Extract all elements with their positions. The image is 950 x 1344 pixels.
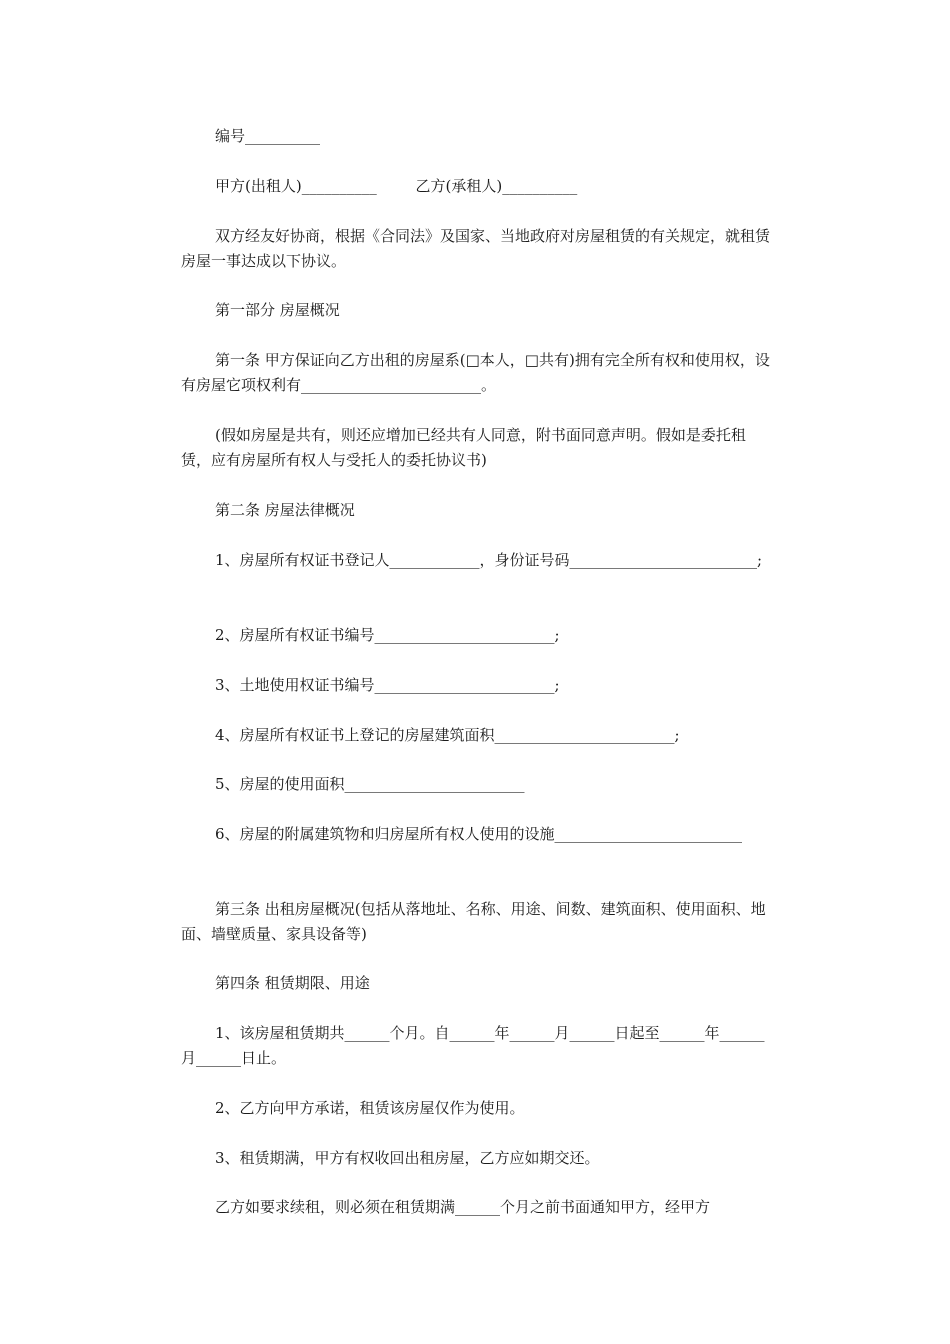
party-line xyxy=(215,174,577,199)
article1-note: (假如房屋是共有，则还应增加已经共有人同意，附书面同意声明。假如是委托租赁，应有房屋所有权人与受托人的委托协议书) xyxy=(181,426,746,469)
party-a-label: 甲方(出租人)__________ xyxy=(215,177,377,195)
intro-paragraph: 双方经友好协商，根据《合同法》及国家、当地政府对房屋租赁的有关规定，就租赁房屋一事达成以下协议。 xyxy=(181,227,771,270)
article4-item1: 1、该房屋租赁期共______个月。自______年______月______日起至______年______月______日止。 xyxy=(181,1024,765,1067)
article2-item6: 6、房屋的附属建筑物和归房屋所有权人使用的设施_________________________ xyxy=(215,825,743,843)
article3-paragraph: 第三条 出租房屋概况(包括从落地址、名称、用途、间数、建筑面积、使用面积、地面、墙壁质量、家具设备等) xyxy=(181,900,766,943)
article4-item2: 2、乙方向甲方承诺，租赁该房屋仅作为使用。 xyxy=(215,1099,525,1117)
article2-item2: 2、房屋所有权证书编号________________________; xyxy=(215,626,560,644)
article2-item4: 4、房屋所有权证书上登记的房屋建筑面积________________________; xyxy=(215,726,680,744)
article2-item1: 1、房屋所有权证书登记人____________，身份证号码_________________________; xyxy=(215,551,763,569)
article4-item3: 3、租赁期满，甲方有权收回出租房屋，乙方应如期交还。 xyxy=(215,1149,600,1167)
article2-item3: 3、土地使用权证书编号________________________; xyxy=(215,676,560,694)
article2-item5: 5、房屋的使用面积________________________ xyxy=(215,775,525,793)
article1-paragraph: 第一条 甲方保证向乙方出租的房屋系(□本人，□共有)拥有完全所有权和使用权，设有房屋它项权利有________________________。 xyxy=(181,351,770,394)
article4-renewal: 乙方如要求续租，则必须在租赁期满______个月之前书面通知甲方，经甲方 xyxy=(215,1198,711,1216)
part1-title: 第一部分 房屋概况 xyxy=(215,301,340,319)
party-b-label: 乙方(承租人)__________ xyxy=(415,177,578,195)
contract-number-line: 编号__________ xyxy=(215,127,321,145)
article2-title: 第二条 房屋法律概况 xyxy=(215,501,355,519)
article4-title: 第四条 租赁期限、用途 xyxy=(215,974,370,992)
